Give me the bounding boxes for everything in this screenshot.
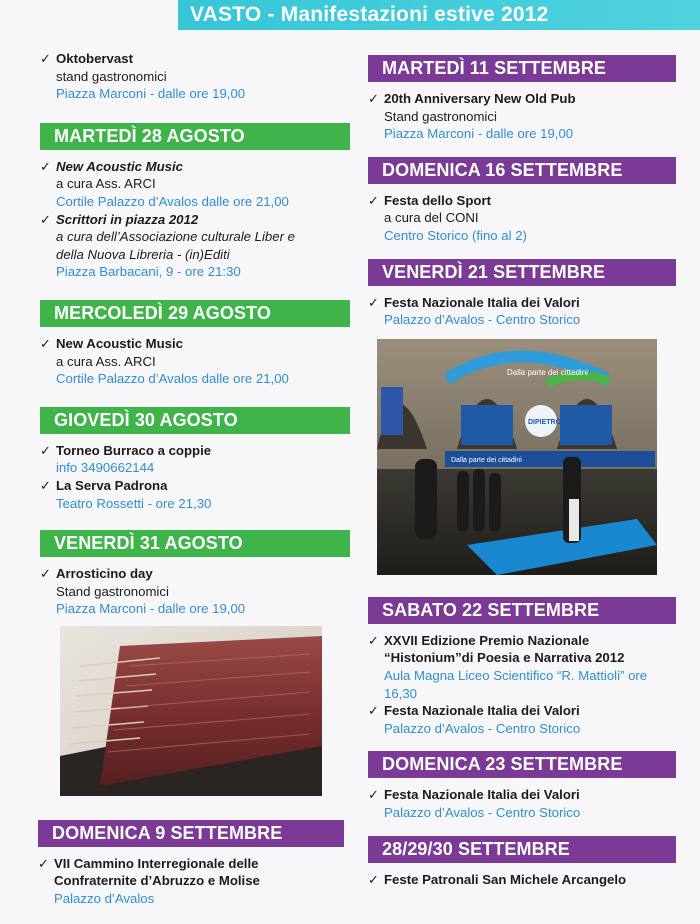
- section-domenica-16-settembre: [368, 157, 680, 245]
- intro-event: [40, 50, 350, 103]
- event-title: La Serva Padrona: [56, 477, 168, 493]
- event-item: [368, 632, 680, 702]
- event-item: [40, 50, 350, 103]
- event-item: [368, 702, 680, 737]
- event-item: [40, 565, 350, 618]
- check-icon: ✓: [368, 192, 379, 208]
- section-venerdi-21-settembre: [368, 259, 680, 575]
- event-item: [40, 442, 350, 477]
- date-header: DOMENICA 23 SETTEMBRE: [368, 751, 676, 778]
- check-icon: ✓: [40, 158, 51, 174]
- check-icon: ✓: [368, 91, 379, 106]
- event-location: Palazzo d’Avalos - Centro Storico: [384, 720, 581, 736]
- event-location: Palazzo d’Avalos - Centro Storico: [384, 312, 581, 328]
- check-icon: ✓: [368, 871, 379, 887]
- date-header: MERCOLEDÌ 29 AGOSTO: [40, 300, 350, 327]
- section-28-29-30-settembre: [368, 836, 680, 889]
- section-venerdi-31-agosto: [40, 530, 350, 618]
- event-title: Scrittori in piazza 2012: [56, 211, 199, 227]
- event-item: [38, 855, 294, 908]
- left-column: [40, 50, 350, 924]
- event-location: Piazza Marconi - dalle ore 19,00: [56, 86, 246, 102]
- right-column: [368, 55, 680, 904]
- event-title: New Acoustic Music: [56, 158, 184, 174]
- check-icon: ✓: [40, 566, 51, 582]
- event-location: Teatro Rossetti - ore 21,30: [56, 495, 212, 511]
- section-sabato-22-settembre: [368, 597, 680, 738]
- event-location: info 3490662144: [56, 460, 155, 476]
- event-detail: a cura del CONI: [384, 210, 479, 226]
- event-location: Cortile Palazzo d’Avalos dalle ore 21,00: [56, 193, 289, 209]
- date-header: VENERDÌ 31 AGOSTO: [40, 530, 350, 557]
- check-icon: ✓: [40, 51, 51, 66]
- section-giovedi-30-agosto: [40, 407, 350, 512]
- event-item: [368, 786, 680, 821]
- event-item: [40, 211, 350, 281]
- event-title: New Acoustic Music: [56, 335, 184, 351]
- page-title-banner: [178, 0, 700, 30]
- section-domenica-9-settembre: [38, 820, 350, 908]
- event-item: [368, 871, 680, 889]
- date-header: MARTEDÌ 28 AGOSTO: [40, 123, 350, 150]
- event-detail: Stand gastronomici: [56, 583, 169, 599]
- page-title: VASTO - Manifestazioni estive 2012: [190, 3, 549, 26]
- check-icon: ✓: [38, 855, 49, 871]
- event-title: Festa Nazionale Italia dei Valori: [384, 294, 580, 310]
- check-icon: ✓: [368, 632, 379, 648]
- date-header: 28/29/30 SETTEMBRE: [368, 836, 676, 863]
- event-detail: a cura dell’Associazione culturale Liber e: [56, 229, 295, 245]
- date-header: GIOVEDÌ 30 AGOSTO: [40, 407, 350, 434]
- event-location: Aula Magna Liceo Scientifico “R. Mattioli” ore 16,30: [384, 667, 648, 701]
- event-title: Torneo Burraco a coppie: [56, 442, 212, 458]
- section-domenica-23-settembre: [368, 751, 680, 821]
- date-header: DOMENICA 9 SETTEMBRE: [38, 820, 344, 847]
- event-title: XXVII Edizione Premio Nazionale “Histonium”di Poesia e Narrativa 2012: [384, 632, 625, 666]
- date-header: VENERDÌ 21 SETTEMBRE: [368, 259, 676, 286]
- check-icon: ✓: [40, 477, 51, 493]
- event-location: Piazza Barbacani, 9 - ore 21:30: [56, 264, 241, 280]
- event-item: [368, 294, 680, 329]
- check-icon: ✓: [40, 211, 51, 227]
- date-header: DOMENICA 16 SETTEMBRE: [368, 157, 676, 184]
- event-detail: a cura Ass. ARCI: [56, 353, 156, 369]
- event-title: Festa dello Sport: [384, 192, 491, 208]
- event-title: Oktobervast: [56, 51, 133, 66]
- event-location: Palazzo d’Avalos: [54, 891, 155, 907]
- event-title: Festa Nazionale Italia dei Valori: [384, 703, 580, 719]
- check-icon: ✓: [40, 335, 51, 351]
- section-mercoledi-29-agosto: [40, 300, 350, 388]
- check-icon: ✓: [368, 703, 379, 719]
- section-martedi-11-settembre: [368, 55, 680, 143]
- event-detail: stand gastronomici: [56, 68, 167, 84]
- event-location: Piazza Marconi - dalle ore 19,00: [384, 126, 574, 142]
- event-location: Cortile Palazzo d’Avalos dalle ore 21,00: [56, 371, 289, 387]
- event-location: Centro Storico (fino al 2): [384, 227, 527, 243]
- event-item: [368, 90, 680, 143]
- event-location: Palazzo d’Avalos - Centro Storico: [384, 804, 581, 820]
- event-item: [368, 192, 680, 245]
- logo-text: DIPIETRO: [528, 418, 562, 426]
- check-icon: ✓: [368, 787, 379, 803]
- event-item: [40, 477, 350, 512]
- event-title: Feste Patronali San Michele Arcangelo: [384, 871, 627, 887]
- event-detail: della Nuova Libreria - (in)Editi: [56, 246, 230, 262]
- date-header: SABATO 22 SETTEMBRE: [368, 597, 676, 624]
- stage-banner-text: Dalla parte dei cittadini: [451, 456, 522, 464]
- check-icon: ✓: [368, 294, 379, 310]
- banner-text: Dalla parte dei cittadini: [507, 367, 588, 377]
- event-title: VII Cammino Interregionale delle Confraternite d’Abruzzo e Molise: [54, 855, 260, 889]
- check-icon: ✓: [40, 442, 51, 458]
- section-martedi-28-agosto: [40, 123, 350, 281]
- event-detail: a cura Ass. ARCI: [56, 176, 156, 192]
- date-header: MARTEDÌ 11 SETTEMBRE: [368, 55, 676, 82]
- event-item: [40, 158, 350, 211]
- event-detail: Stand gastronomici: [384, 108, 497, 124]
- festa-photo: [377, 339, 657, 575]
- event-title: 20th Anniversary New Old Pub: [384, 91, 576, 106]
- event-title: Festa Nazionale Italia dei Valori: [384, 787, 580, 803]
- event-item: [40, 335, 350, 388]
- arrosticini-photo: [60, 626, 322, 796]
- event-title: Arrosticino day: [56, 566, 153, 582]
- event-location: Piazza Marconi - dalle ore 19,00: [56, 601, 246, 617]
